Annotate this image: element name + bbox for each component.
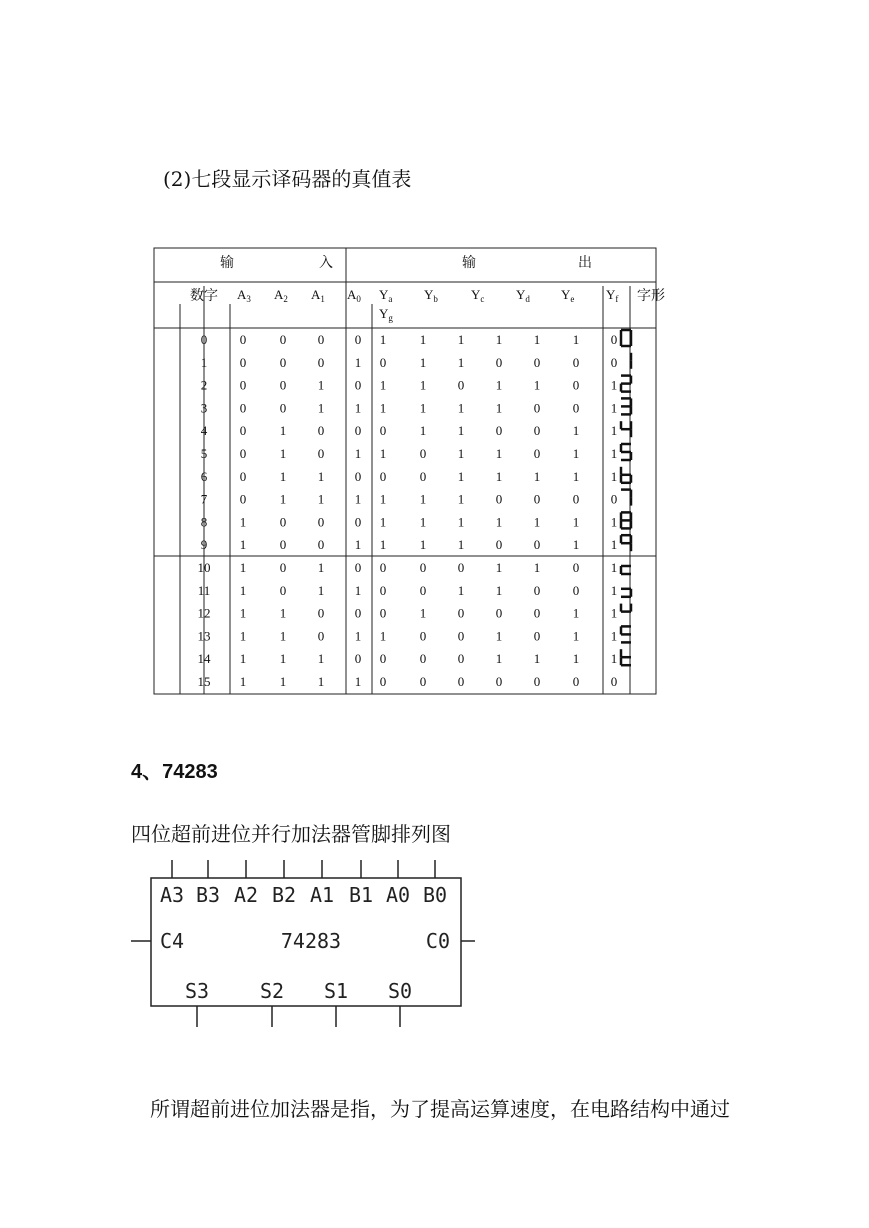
cell-digit: 4	[200, 423, 208, 439]
cell-a0: 1	[354, 400, 362, 416]
cell-digit: 0	[200, 332, 208, 347]
cell-a3: 1	[239, 560, 247, 575]
cell-a3: 0	[239, 468, 247, 484]
cell-yc: 0	[457, 377, 465, 393]
col-header-a0: $A_0$	[347, 287, 361, 304]
cell-digit: 5	[200, 446, 208, 461]
output-header: 输	[462, 256, 476, 271]
cell-ya: 1	[379, 537, 387, 553]
pin-label-a0: A0	[385, 883, 411, 907]
cell-a1: 1	[317, 491, 325, 507]
cell-yg: 1	[610, 423, 618, 439]
cell-a0: 1	[354, 537, 362, 553]
cell-digit: 11	[197, 582, 211, 598]
cell-a3: 1	[239, 537, 247, 553]
cell-digit: 15	[197, 674, 211, 689]
pin-label-b3: B3	[195, 883, 221, 907]
cell-a2: 0	[279, 537, 287, 553]
cell-ye: 1	[533, 377, 541, 393]
col-header-digit: 数字	[190, 289, 218, 304]
cell-ye: 0	[533, 674, 541, 689]
cell-a2: 1	[279, 605, 287, 621]
cell-yd: 1	[495, 582, 503, 598]
cell-ya: 1	[379, 628, 387, 644]
cell-ya: 0	[379, 582, 387, 598]
cell-ye: 0	[533, 423, 541, 439]
col-header-yd: $Y_d$	[516, 287, 530, 304]
cell-yc: 1	[457, 514, 465, 530]
cell-yb: 0	[419, 628, 427, 644]
cell-a3: 0	[239, 400, 247, 416]
cell-a2: 1	[279, 446, 287, 461]
cell-a1: 0	[317, 423, 325, 439]
diagram-title: 四位超前进位并行加法器管脚排列图	[131, 822, 451, 846]
cell-ye: 0	[533, 400, 541, 416]
cell-a3: 1	[239, 514, 247, 530]
cell-yb: 0	[419, 651, 427, 667]
cell-yf: 1	[572, 514, 580, 530]
cell-yf: 0	[572, 560, 580, 575]
cell-yb: 1	[419, 537, 427, 553]
cell-yd: 1	[495, 628, 503, 644]
cell-yb: 1	[419, 605, 427, 621]
col-header-ye: $Y_e$	[561, 287, 575, 304]
cell-ya: 1	[379, 332, 387, 347]
cell-a3: 1	[239, 628, 247, 644]
pin-label-a1: A1	[309, 883, 335, 907]
cell-yb: 0	[419, 446, 427, 461]
cell-ye: 0	[533, 446, 541, 461]
cell-yg: 1	[610, 605, 618, 621]
cell-a3: 0	[239, 332, 247, 347]
cell-a3: 1	[239, 651, 247, 667]
cell-yd: 0	[495, 605, 503, 621]
cell-a1: 0	[317, 446, 325, 461]
cell-yc: 0	[457, 674, 465, 689]
cell-yb: 1	[419, 400, 427, 416]
cell-digit: 10	[197, 560, 211, 575]
col-header-yf: $Y_f$	[606, 287, 619, 304]
cell-a2: 1	[279, 423, 287, 439]
cell-a0: 0	[354, 560, 362, 575]
cell-ya: 1	[379, 377, 387, 393]
cell-a0: 0	[354, 332, 362, 347]
cell-digit: 9	[200, 537, 208, 553]
cell-ya: 0	[379, 651, 387, 667]
cell-yd: 1	[495, 446, 503, 461]
col-header-yc: $Y_c$	[471, 287, 485, 304]
cell-yg: 1	[610, 446, 618, 461]
input-header: 输	[220, 256, 234, 271]
cell-digit: 13	[197, 628, 211, 644]
cell-yf: 0	[572, 674, 580, 689]
cell-ya: 0	[379, 354, 387, 370]
cell-ya: 0	[379, 468, 387, 484]
body-paragraph: 所谓超前进位加法器是指，为了提高运算速度，在电路结构中通过	[150, 1097, 730, 1121]
cell-a1: 0	[317, 537, 325, 553]
cell-yg: 0	[610, 674, 618, 689]
cell-a0: 0	[354, 605, 362, 621]
cell-yg: 1	[610, 560, 618, 575]
cell-a0: 1	[354, 446, 362, 461]
cell-yc: 1	[457, 423, 465, 439]
cell-a3: 0	[239, 423, 247, 439]
cell-ye: 1	[533, 651, 541, 667]
cell-yf: 1	[572, 537, 580, 553]
cell-digit: 12	[197, 605, 211, 621]
cell-yb: 1	[419, 354, 427, 370]
cell-yd: 1	[495, 651, 503, 667]
cell-ye: 0	[533, 491, 541, 507]
cell-ya: 0	[379, 605, 387, 621]
cell-yd: 1	[495, 514, 503, 530]
cell-a0: 1	[354, 582, 362, 598]
cell-a1: 1	[317, 651, 325, 667]
cell-a2: 1	[279, 651, 287, 667]
cell-yc: 1	[457, 582, 465, 598]
cell-yc: 0	[457, 651, 465, 667]
cell-yb: 0	[419, 560, 427, 575]
cell-yb: 1	[419, 332, 427, 347]
cell-a1: 1	[317, 560, 325, 575]
cell-ya: 0	[379, 423, 387, 439]
cell-ya: 0	[379, 674, 387, 689]
cell-a2: 0	[279, 354, 287, 370]
cell-yf: 0	[572, 354, 580, 370]
col-header-shape: 字形	[637, 289, 665, 304]
cell-a2: 0	[279, 377, 287, 393]
cell-a0: 0	[354, 377, 362, 393]
cell-a2: 0	[279, 514, 287, 530]
cell-yc: 0	[457, 605, 465, 621]
cell-yg: 0	[610, 491, 618, 507]
cell-yg: 0	[610, 332, 618, 347]
pin-label-b1: B1	[348, 883, 374, 907]
cell-yf: 1	[572, 651, 580, 667]
cell-a1: 1	[317, 377, 325, 393]
cell-a0: 1	[354, 491, 362, 507]
cell-yf: 1	[572, 468, 580, 484]
cell-a2: 0	[279, 582, 287, 598]
cell-yc: 1	[457, 468, 465, 484]
cell-yg: 1	[610, 400, 618, 416]
pin-label-s1: S1	[323, 979, 349, 1003]
cell-a3: 0	[239, 446, 247, 461]
cell-ye: 0	[533, 605, 541, 621]
cell-yd: 1	[495, 400, 503, 416]
cell-a2: 1	[279, 674, 287, 689]
cell-yc: 0	[457, 628, 465, 644]
cell-a2: 1	[279, 628, 287, 644]
col-header-a1: $A_1$	[311, 287, 325, 304]
cell-a1: 0	[317, 514, 325, 530]
cell-ye: 1	[533, 468, 541, 484]
cell-digit: 1	[200, 354, 208, 370]
cell-digit: 3	[200, 400, 208, 416]
cell-yb: 1	[419, 514, 427, 530]
col-header-ya: $Y_a$	[379, 287, 393, 304]
cell-a3: 1	[239, 674, 247, 689]
cell-yc: 1	[457, 446, 465, 461]
cell-a0: 1	[354, 354, 362, 370]
cell-yf: 0	[572, 491, 580, 507]
cell-a0: 0	[354, 423, 362, 439]
cell-yc: 1	[457, 400, 465, 416]
cell-yf: 1	[572, 628, 580, 644]
cell-ya: 1	[379, 491, 387, 507]
cell-yf: 1	[572, 423, 580, 439]
cell-ya: 1	[379, 514, 387, 530]
cell-yg: 1	[610, 468, 618, 484]
cell-yc: 1	[457, 491, 465, 507]
cell-yg: 1	[610, 628, 618, 644]
cell-yd: 1	[495, 332, 503, 347]
section-title: 4、74283	[131, 761, 218, 783]
cell-yd: 1	[495, 377, 503, 393]
pin-label-s3: S3	[184, 979, 210, 1003]
pin-label-s0: S0	[387, 979, 413, 1003]
cell-yf: 0	[572, 377, 580, 393]
pin-label-b0: B0	[422, 883, 448, 907]
cell-yg: 1	[610, 537, 618, 553]
cell-digit: 7	[200, 491, 208, 507]
cell-ye: 1	[533, 560, 541, 575]
table-caption: (2)七段显示译码器的真值表	[163, 167, 412, 191]
cell-yb: 0	[419, 582, 427, 598]
cell-yd: 0	[495, 537, 503, 553]
cell-yc: 1	[457, 537, 465, 553]
cell-ye: 0	[533, 354, 541, 370]
cell-a3: 1	[239, 582, 247, 598]
cell-yb: 1	[419, 423, 427, 439]
cell-yd: 0	[495, 423, 503, 439]
input-header: 入	[319, 256, 333, 271]
cell-ye: 0	[533, 537, 541, 553]
cell-a1: 0	[317, 628, 325, 644]
col-header-a3: $A_3$	[237, 287, 251, 304]
cell-yb: 1	[419, 377, 427, 393]
cell-ye: 1	[533, 332, 541, 347]
pin-label-b2: B2	[271, 883, 297, 907]
cell-yd: 1	[495, 560, 503, 575]
cell-a3: 0	[239, 377, 247, 393]
cell-yf: 1	[572, 332, 580, 347]
pin-label-a3: A3	[159, 883, 185, 907]
cell-a2: 0	[279, 560, 287, 575]
cell-a3: 0	[239, 354, 247, 370]
cell-yb: 1	[419, 491, 427, 507]
cell-ye: 0	[533, 582, 541, 598]
cell-a1: 1	[317, 400, 325, 416]
cell-a2: 0	[279, 332, 287, 347]
cell-yc: 1	[457, 354, 465, 370]
cell-ya: 1	[379, 446, 387, 461]
pin-label-a2: A2	[233, 883, 259, 907]
cell-yd: 0	[495, 674, 503, 689]
col-header-a2: $A_2$	[274, 287, 288, 304]
cell-a1: 1	[317, 468, 325, 484]
cell-a3: 1	[239, 605, 247, 621]
cell-a0: 1	[354, 628, 362, 644]
chip-name: 74283	[280, 929, 342, 953]
cell-yf: 1	[572, 605, 580, 621]
cell-ye: 1	[533, 514, 541, 530]
cell-ya: 1	[379, 400, 387, 416]
cell-a0: 0	[354, 651, 362, 667]
cell-digit: 6	[200, 468, 208, 484]
pin-label-c4: C4	[160, 929, 185, 953]
cell-yc: 0	[457, 560, 465, 575]
cell-yf: 1	[572, 446, 580, 461]
cell-a1: 1	[317, 582, 325, 598]
cell-digit: 8	[200, 514, 208, 530]
cell-yd: 0	[495, 354, 503, 370]
cell-yg: 1	[610, 651, 618, 667]
output-header: 出	[578, 256, 592, 271]
cell-a1: 0	[317, 605, 325, 621]
cell-yd: 1	[495, 468, 503, 484]
cell-yg: 1	[610, 514, 618, 530]
cell-a1: 0	[317, 332, 325, 347]
cell-yf: 0	[572, 582, 580, 598]
cell-ya: 0	[379, 560, 387, 575]
cell-a0: 0	[354, 514, 362, 530]
cell-yg: 1	[610, 377, 618, 393]
cell-a3: 0	[239, 491, 247, 507]
cell-a0: 0	[354, 468, 362, 484]
cell-yc: 1	[457, 332, 465, 347]
cell-a1: 0	[317, 354, 325, 370]
cell-yb: 0	[419, 468, 427, 484]
cell-yd: 0	[495, 491, 503, 507]
cell-yg: 0	[610, 354, 618, 370]
cell-a1: 1	[317, 674, 325, 689]
cell-ye: 0	[533, 628, 541, 644]
cell-a2: 0	[279, 400, 287, 416]
cell-a0: 1	[354, 674, 362, 689]
cell-yb: 0	[419, 674, 427, 689]
col-header-yg: $Y_g$	[379, 306, 393, 323]
cell-yg: 1	[610, 582, 618, 598]
cell-a2: 1	[279, 468, 287, 484]
col-header-yb: $Y_b$	[424, 287, 438, 304]
cell-a2: 1	[279, 491, 287, 507]
cell-digit: 14	[197, 651, 211, 667]
pin-label-c0: C0	[425, 929, 450, 953]
cell-digit: 2	[200, 377, 208, 393]
cell-yf: 0	[572, 400, 580, 416]
pin-label-s2: S2	[259, 979, 285, 1003]
